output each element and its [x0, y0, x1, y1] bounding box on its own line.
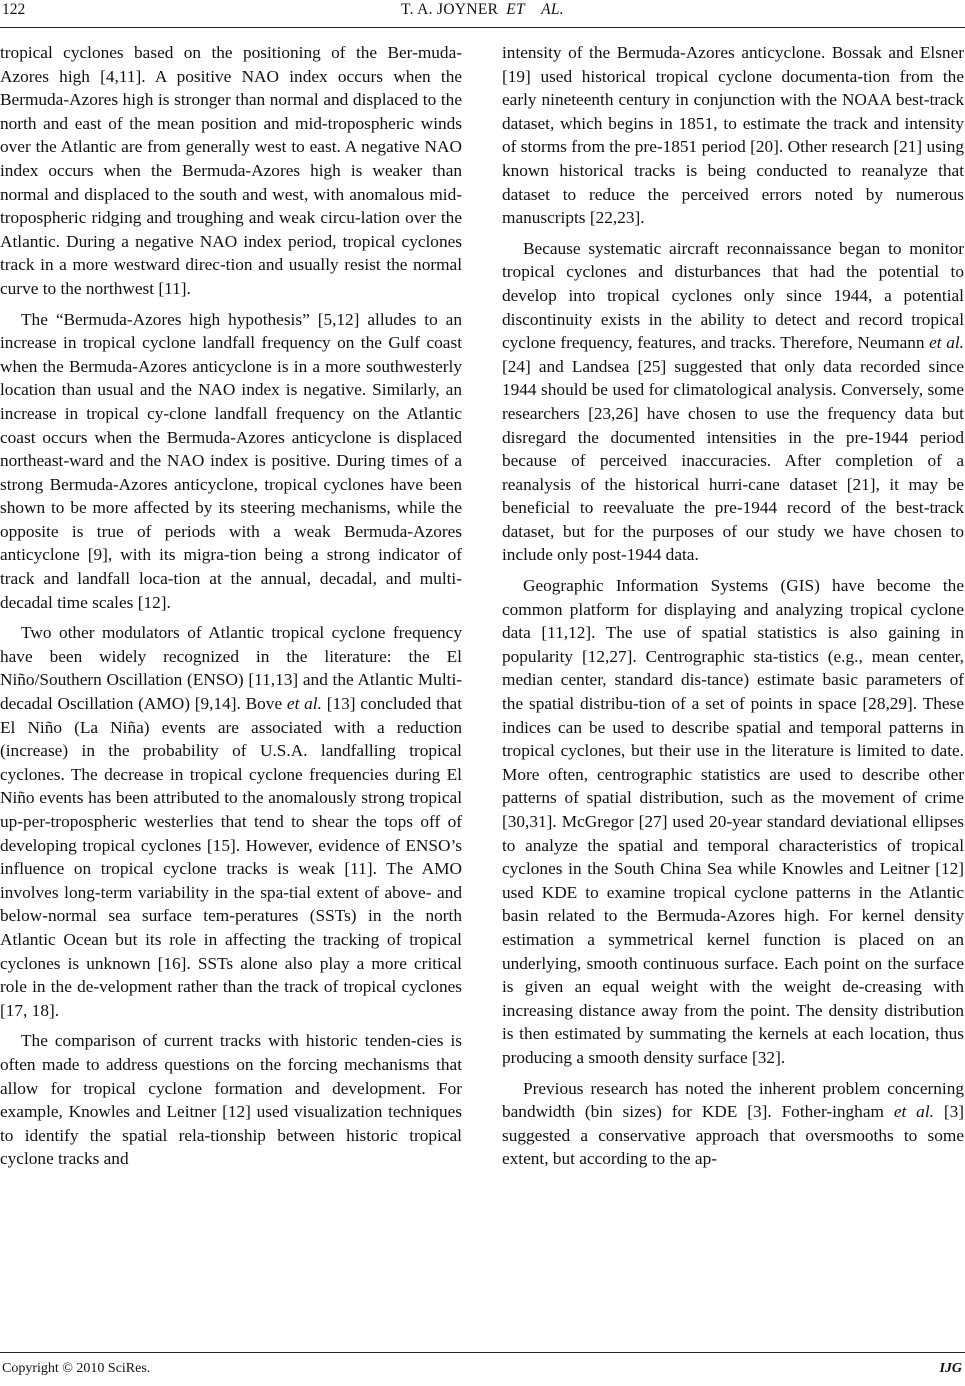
etal-italic: et al.	[929, 333, 964, 353]
paragraph: The comparison of current tracks with historic tenden-cies is often made to address questions on the forcing mechanisms that allow for tropical cyclone formation and development. For example, Knowles and Leitner [12] used visualization techniques to identify the spatial rela-tionship between historic tropical cyclone tracks and	[0, 1031, 462, 1169]
running-head-author: T. A. JOYNER	[401, 1, 499, 18]
paragraph-text: [13] concluded that El Niño (La Niña) events are associated with a reduction (increase) in the probability of U.S.A. landfalling tropical cyclones. The decrease in tropical cyclone frequencies during El Niño events has been attributed to the anomalously strong tropical up-per-tropospheric westerlies that tend to shear the tops off of developing tropical cyclones [15]. However, evidence of ENSO’s influence on tropical cyclone tracks is weak [11]. The AMO involves long-term variability in the spa-tial extent of above- and below-normal sea surface tem-peratures (SSTs) in the north Atlantic Ocean but its role in affecting the tracking of tropical cyclones is unknown [16]. SSTs alone also play a more critical role in the de-velopment rather than the track of tropical cyclones [17, 18].	[0, 694, 463, 1020]
paragraph-text: [24] and Landsea [25] suggested that only data recorded since 1944 should be used for climatological analysis. Conversely, some researchers [23,26] have chosen to use the frequency data but disregard the documented intensities in the pre-1944 period because of perceived inaccuracies. After completion of a reanalysis of the historical hurri-cane dataset [21], it may be beneficial to reevaluate the pre-1944 record of the best-track dataset, but for the purposes of our study we have chosen to include only post-1944 data.	[502, 356, 964, 565]
paragraph	[502, 1077, 964, 1171]
header-rule	[0, 27, 965, 28]
right-column	[502, 41, 964, 1178]
paragraph-text: Two other modulators of Atlantic tropical cyclone frequency have been widely recognized in the literature: the El Niño/Southern Oscillation (ENSO) [11,13] and the Atlantic Multi-decadal Oscillation (AMO) [9,14]. Bove	[0, 623, 462, 714]
paragraph	[0, 621, 462, 1022]
running-head-etal: ET AL.	[506, 1, 564, 18]
paragraph-text: [3] suggested a conservative approach that oversmooths to some extent, but according to the ap-	[502, 1102, 964, 1169]
paragraph: intensity of the Bermuda-Azores anticyclone. Bossak and Elsner [19] used historical tropical cyclone documenta-tion from the early nineteenth century in conjunction with the NOAA best-track dataset, which begins in 1851, to estimate the track and intensity of storms from the pre-1851 period [20]. Other research [21] using known historical tracks is being conducted to reanalyze that dataset to reduce the perceived errors noted by numerous manuscripts [22,23].	[502, 43, 964, 228]
copyright-notice: Copyright © 2010 SciRes.	[2, 1361, 151, 1376]
paragraph: tropical cyclones based on the positioning of the Ber-muda-Azores high [4,11]. A positive NAO index occurs when the Bermuda-Azores high is stronger than normal and displaced to the north and east of the mean position and mid-tropospheric winds over the Atlantic are from generally west to east. A negative NAO index occurs when the Bermuda-Azores high is weaker than normal and displaced to the south and west, with anomalous mid-tropospheric ridging and troughing and weak circu-lation over the Atlantic. During a negative NAO index period, tropical cyclones track in a more westward direc-tion and usually resist the normal curve to the northwest [11].	[0, 43, 462, 298]
left-column	[0, 41, 462, 1178]
page-header	[0, 0, 965, 30]
page-number: 122	[2, 1, 26, 18]
paragraph: Geographic Information Systems (GIS) have become the common platform for displaying and analyzing tropical cyclone data [11,12]. The use of spatial statistics is also gaining in popularity [12,27]. Centrographic sta-tistics (e.g., mean center, median center, standard dis-tance) estimate basic parameters of the spatial distribu-tion of a set of points in space [28,29]. These indices can be used to describe spatial and temporal patterns in tropical cyclones, but their use in the literature is limited to date. More often, centrographic statistics are used to describe other patterns of spatial distribution, such as the movement of crime [30,31]. McGregor [27] used 20-year standard deviational ellipses to analyze the spatial and temporal characteristics of tropical cyclones in the South China Sea while Knowles and Leitner [12] used KDE to examine tropical cyclone patterns in the Atlantic basin related to the Bermuda-Azores high. For kernel density estimation a symmetrical kernel function is placed on an underlying, smooth continuous surface. Each point on the surface is given an equal weight with the weight de-creasing with increasing distance away from the point. The density distribution is then estimated by summating the kernels at each location, thus producing a smooth density surface [32].	[502, 576, 964, 1067]
etal-italic: et al.	[286, 694, 322, 714]
paragraph: The “Bermuda-Azores high hypothesis” [5,12] alludes to an increase in tropical cyclone landfall frequency on the Gulf coast when the Bermuda-Azores anticyclone is in a more southwesterly location than usual and the NAO index is negative. Similarly, an increase in tropical cy-clone landfall frequency on the Atlantic coast occurs when the Bermuda-Azores anticyclone is displaced northeast-ward and the NAO index is positive. During times of a strong Bermuda-Azores anticyclone, tropical cyclones have been shown to be more affected by its steering mechanisms, while the opposite is true of periods with a weak Bermuda-Azores anticyclone [9], with its migra-tion being a strong indicator of track and landfall loca-tion at the annual, decadal, and multi-decadal time scales [12].	[0, 309, 462, 612]
running-head	[0, 1, 965, 19]
paragraph-text: Previous research has noted the inherent problem concerning bandwidth (bin sizes) for KDE [3]. Fother-ingham	[502, 1078, 964, 1122]
journal-abbrev: IJG	[939, 1361, 962, 1376]
paragraph-text: Because systematic aircraft reconnaissance began to monitor tropical cyclones and disturbances that had the potential to develop into tropical cyclones only since 1944, a potential discontinuity exists in the ability to detect and record tropical cyclone frequency, features, and tracks. Therefore, Neumann	[502, 238, 964, 353]
etal-italic: et al.	[893, 1102, 934, 1122]
page-footer	[0, 1359, 965, 1381]
footer-rule	[0, 1352, 965, 1353]
paragraph	[502, 237, 964, 567]
